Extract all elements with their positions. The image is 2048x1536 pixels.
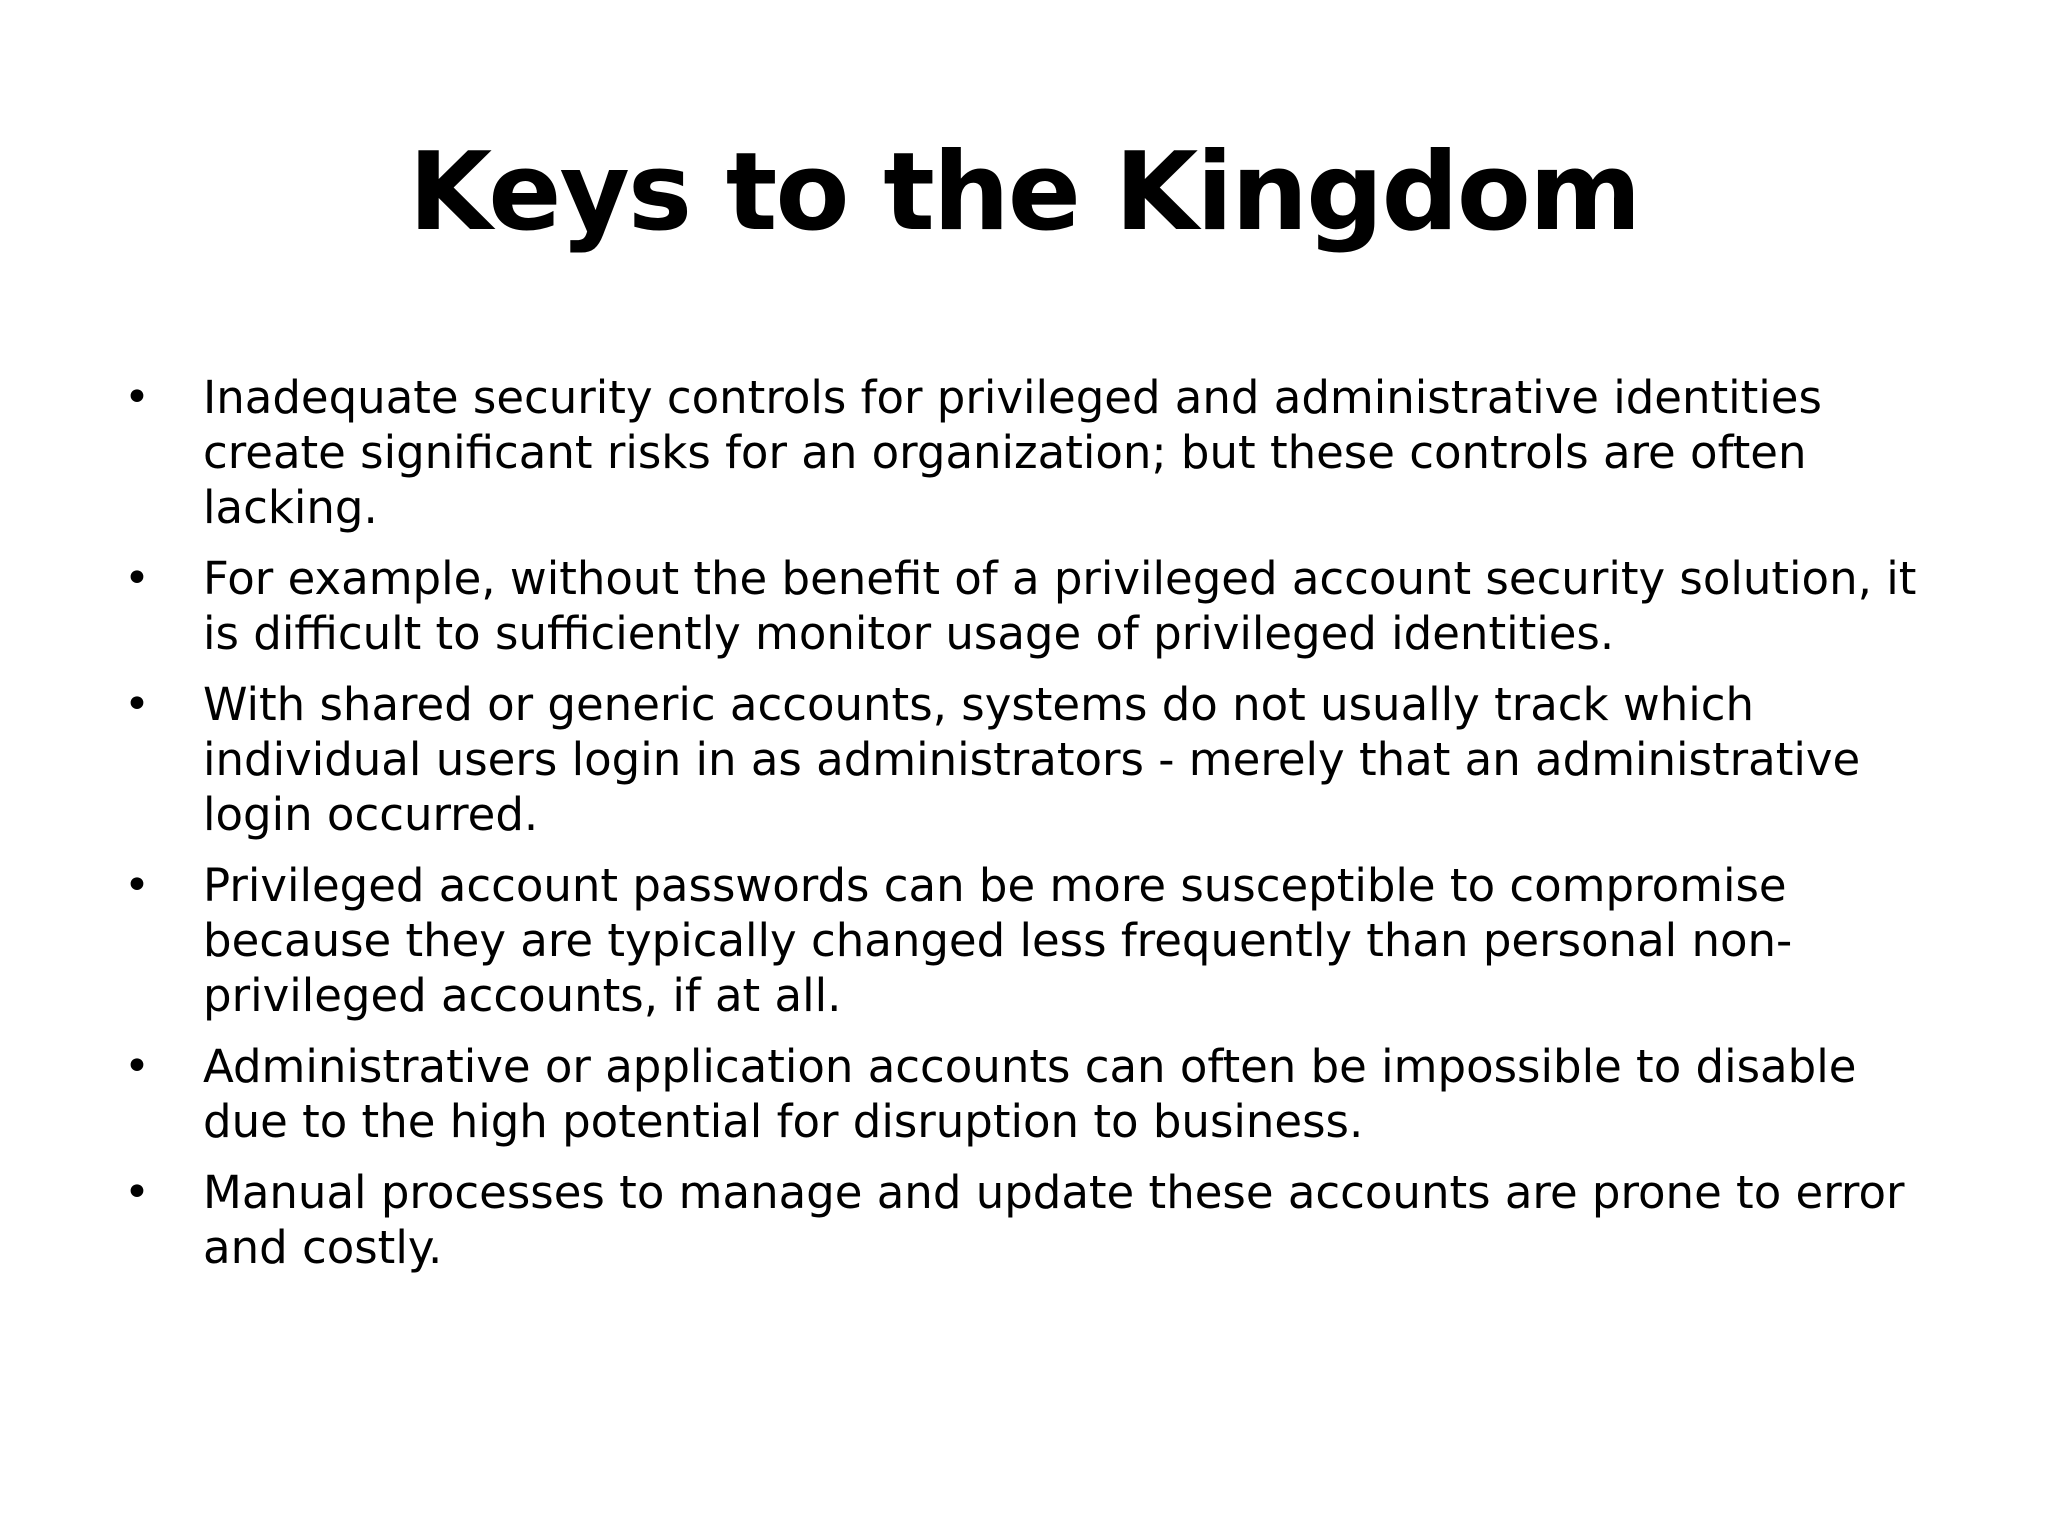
bullet-text: Privileged account passwords can be more susceptible to compromise because they are typically changed less frequently than personal non-privileged accounts, if at all.	[203, 859, 1793, 1022]
bullet-list	[118, 370, 1948, 1291]
bullet-point-icon: •	[124, 1167, 150, 1218]
bullet-item	[118, 677, 1948, 842]
bullet-point-icon: •	[124, 860, 150, 911]
bullet-text: Manual processes to manage and update these accounts are prone to error and costly.	[203, 1166, 1905, 1274]
slide-title: Keys to the Kingdom	[408, 130, 1640, 255]
bullet-item	[118, 858, 1948, 1023]
bullet-item	[118, 1039, 1948, 1149]
bullet-point-icon: •	[124, 372, 150, 423]
bullet-text: Inadequate security controls for privileged and administrative identities create significant risks for an organization; but these controls are often lacking.	[203, 371, 1822, 534]
bullet-item	[118, 370, 1948, 535]
bullet-text: For example, without the benefit of a privileged account security solution, it is difficult to sufficiently monitor usage of privileged identities.	[203, 552, 1917, 660]
bullet-text: With shared or generic accounts, systems do not usually track which individual users login in as administrators - merely that an administrative login occurred.	[203, 678, 1861, 841]
bullet-item	[118, 1165, 1948, 1275]
bullet-point-icon: •	[124, 553, 150, 604]
bullet-point-icon: •	[124, 679, 150, 730]
bullet-item	[118, 551, 1948, 661]
bullet-point-icon: •	[124, 1041, 150, 1092]
bullet-text: Administrative or application accounts can often be impossible to disable due to the high potential for disruption to business.	[203, 1040, 1857, 1148]
